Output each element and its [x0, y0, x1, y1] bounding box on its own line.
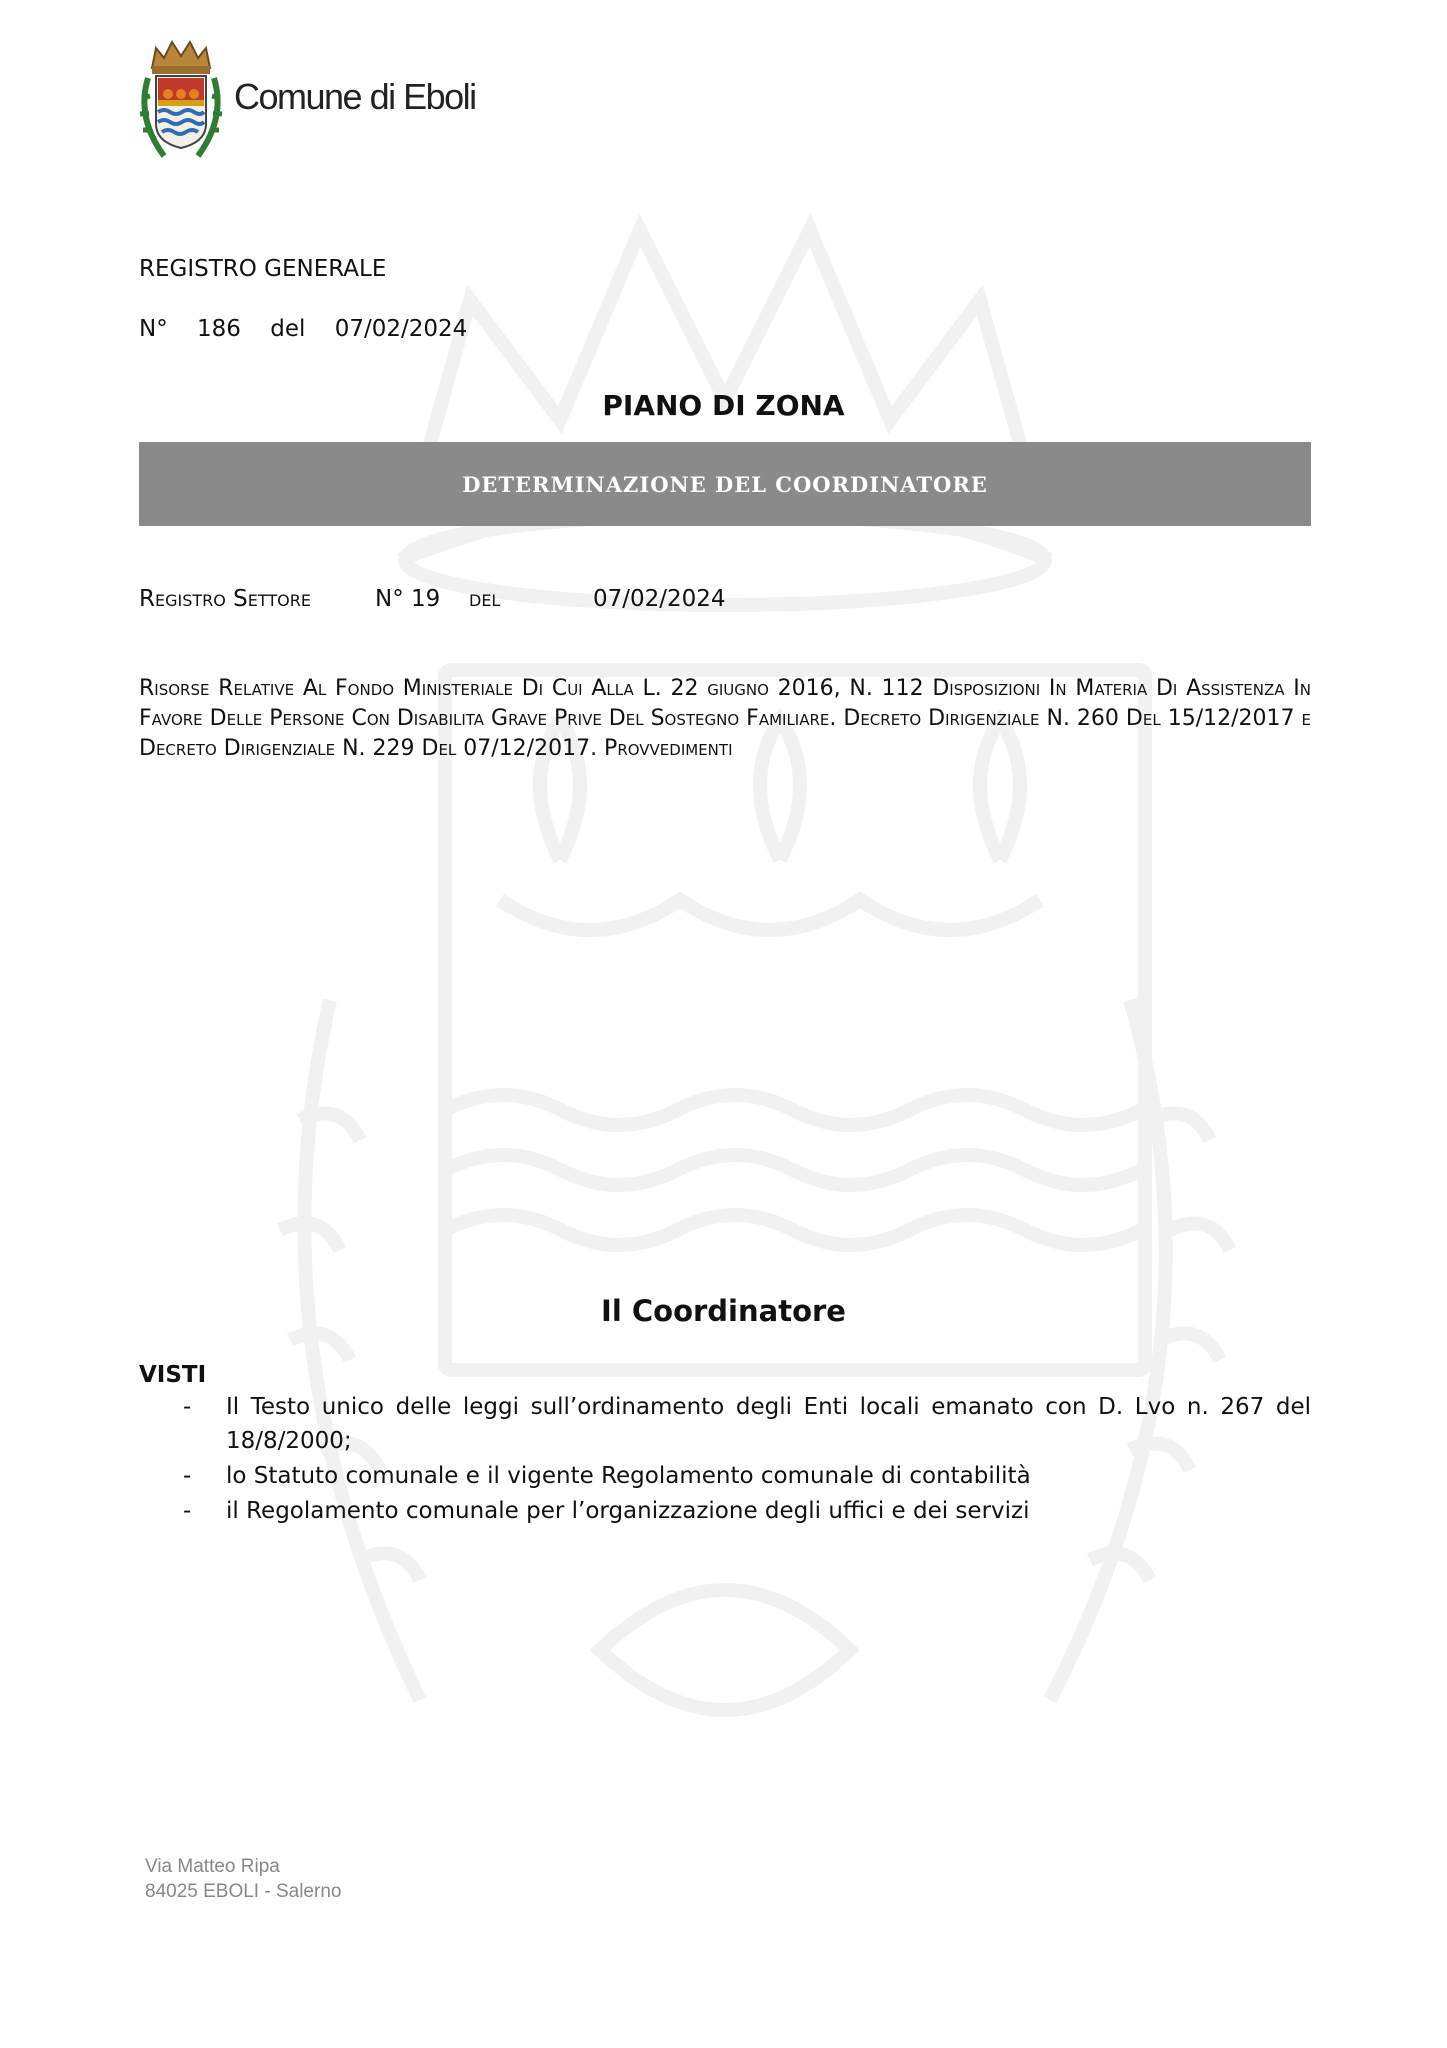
- registro-generale-line: [139, 316, 489, 342]
- list-bullet: -: [183, 1394, 192, 1420]
- visti-item-text: Il Testo unico delle leggi sull’ordinamento degli Enti locali emanato con D. Lvo n. 267 del 18/8/2000;: [226, 1394, 1311, 1454]
- registro-generale-data: 07/02/2024: [334, 316, 468, 342]
- registro-settore-line: [139, 586, 726, 612]
- footer-address-line2: 84025 EBOLI - Salerno: [145, 1881, 342, 1902]
- registro-settore-numero-prefix: N°: [375, 586, 404, 612]
- visti-list: [139, 1390, 1311, 1529]
- visti-item-text: il Regolamento comunale per l’organizzazione degli uffici e dei servizi: [226, 1498, 1030, 1524]
- footer-address-line1: Via Matteo Ripa: [145, 1856, 280, 1877]
- list-item: [139, 1494, 1311, 1528]
- visti-label: VISTI: [139, 1362, 207, 1388]
- section-title: PIANO DI ZONA: [602, 389, 845, 422]
- visti-item-text: lo Statuto comunale e il vigente Regolamento comunale di contabilità: [226, 1463, 1031, 1489]
- registro-settore-label: Registro Settore: [139, 586, 311, 612]
- coordinatore-title: Il Coordinatore: [601, 1294, 846, 1328]
- comune-name: Comune di Eboli: [234, 76, 476, 117]
- registro-settore-numero: 19: [411, 586, 441, 612]
- title-banner: [139, 442, 1311, 526]
- registro-generale-numero-prefix: N°: [139, 316, 168, 342]
- footer-address: [145, 1854, 341, 1904]
- list-item: [139, 1459, 1311, 1493]
- list-bullet: -: [183, 1463, 192, 1489]
- registro-settore-data: 07/02/2024: [593, 586, 726, 612]
- registro-settore-del: del: [469, 586, 501, 612]
- oggetto-text: Risorse Relative Al Fondo Ministeriale Di Cui Alla L. 22 giugno 2016, N. 112 Disposizioni In Materia Di Assistenza In Favore Delle Persone Con Disabilita Grave Prive Del Sostegno Familiare. Decreto Dirigenziale N. 260 Del 15/12/2017 e Decreto Dirigenziale N. 229 Del 07/12/2017. Provvedimenti: [139, 676, 1311, 761]
- banner-text: DETERMINAZIONE DEL COORDINATORE: [462, 471, 988, 497]
- registro-generale-del: del: [270, 316, 306, 342]
- registro-generale-label: REGISTRO GENERALE: [139, 256, 387, 282]
- list-item: [139, 1390, 1311, 1458]
- list-bullet: -: [183, 1498, 192, 1524]
- registro-generale-numero: 186: [197, 316, 241, 342]
- eboli-coat-of-arms-icon: [134, 38, 228, 162]
